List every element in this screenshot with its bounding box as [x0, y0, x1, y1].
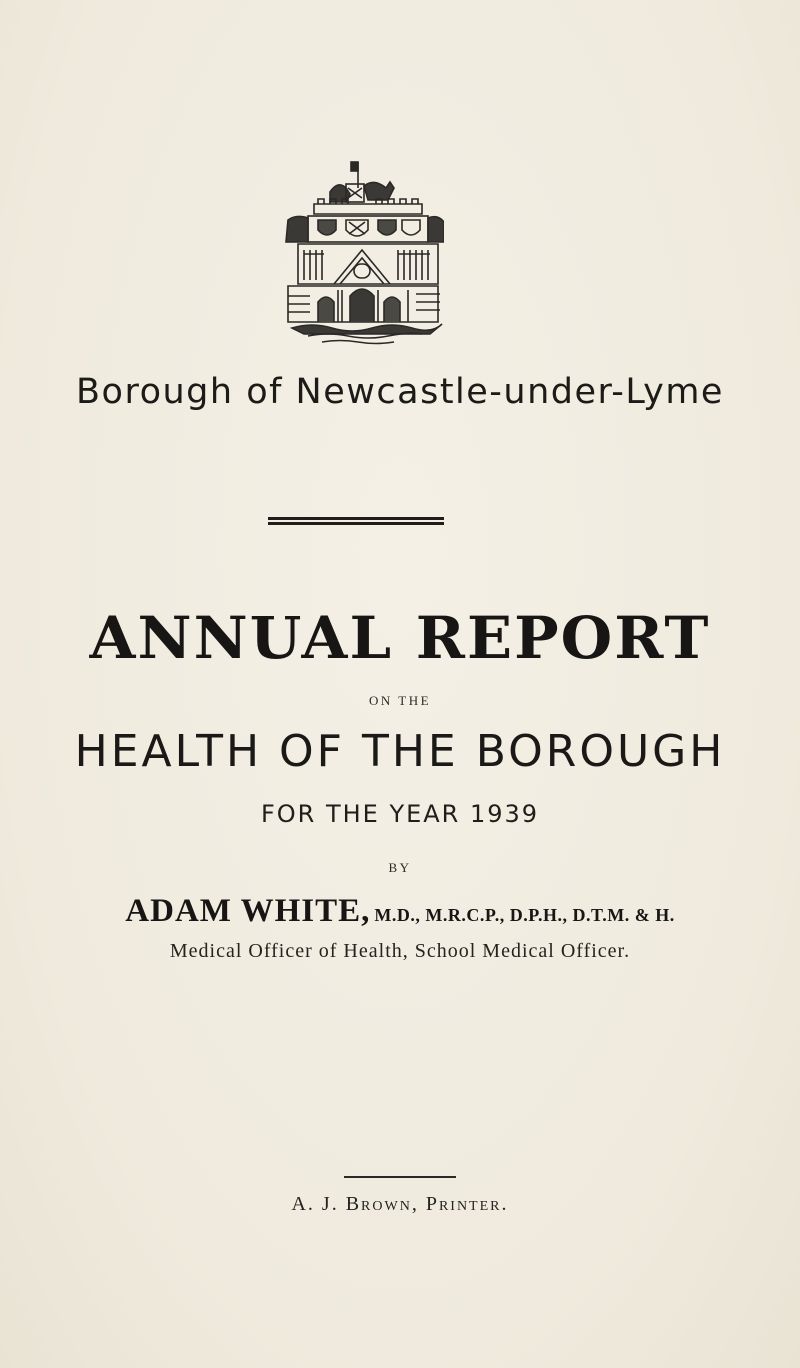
double-divider [268, 517, 444, 525]
author-role: Medical Officer of Health, School Medical Officer. [169, 940, 631, 962]
printer-credit: A. J. Brown, Printer. [291, 1193, 509, 1215]
report-title: ANNUAL REPORT [89, 604, 711, 672]
byline-by: BY [388, 860, 412, 875]
borough-name: Borough of Newcastle-under-Lyme [76, 372, 724, 412]
borough-arms-castle-icon [278, 158, 444, 358]
author-qualifications: M.D., M.R.C.P., D.P.H., D.T.M. & H. [374, 905, 675, 925]
footer-divider [344, 1176, 456, 1178]
report-year: FOR THE YEAR 1939 [260, 800, 540, 828]
report-subject: HEALTH OF THE BOROUGH [74, 726, 726, 777]
author-name: ADAM WHITE, [125, 893, 371, 929]
author-line [0, 893, 800, 930]
title-connector: ON THE [368, 693, 432, 708]
